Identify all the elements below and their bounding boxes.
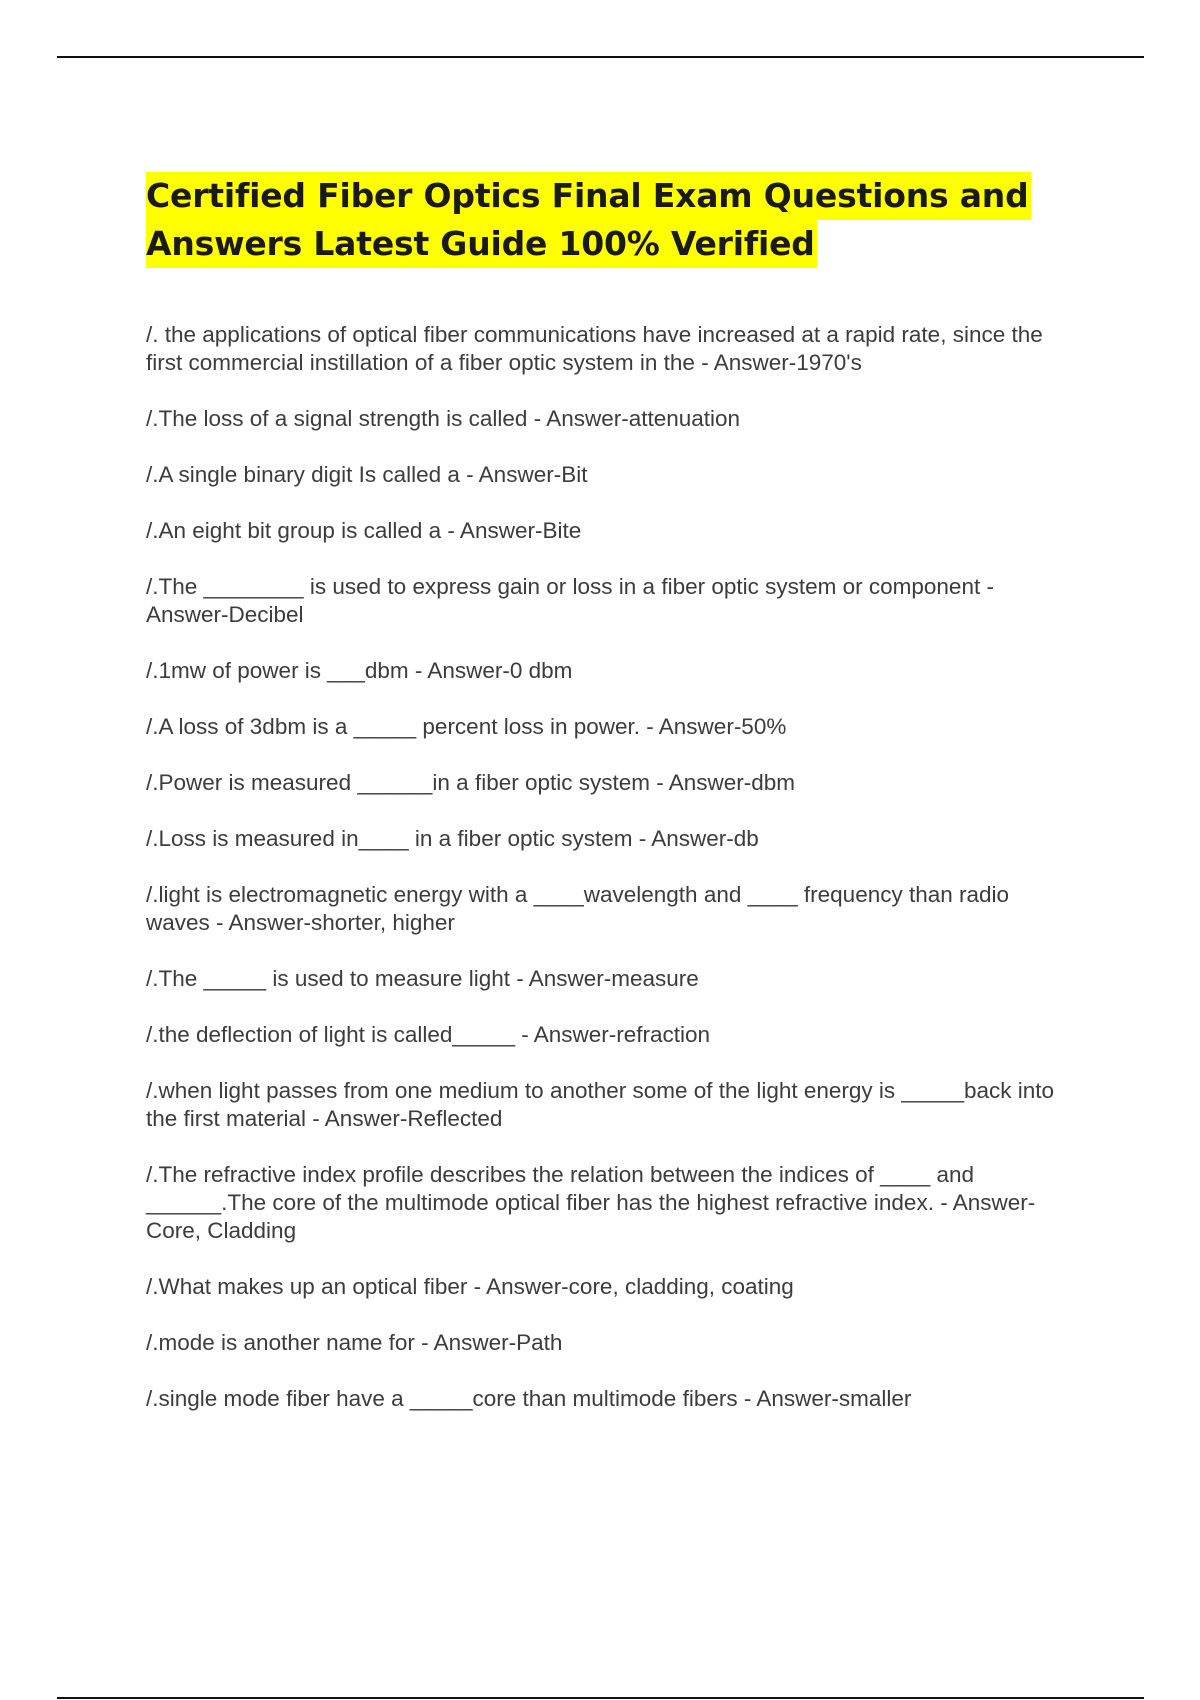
qa-item: /.light is electromagnetic energy with a ____wavelength and ____ frequency than radio waves - Answer-shorter, higher [146, 882, 1010, 935]
qa-item: /.The ________ is used to express gain or loss in a fiber optic system or component - Answer-Decibel [146, 574, 994, 627]
document-title [146, 172, 1046, 268]
top-rule [57, 56, 1144, 58]
qa-item: /.The _____ is used to measure light - Answer-measure [146, 966, 699, 991]
qa-item: /.single mode fiber have a _____core than multimode fibers - Answer-smaller [146, 1386, 912, 1411]
qa-item: /.The loss of a signal strength is called - Answer-attenuation [146, 406, 741, 431]
qa-item: /.1mw of power is ___dbm - Answer-0 dbm [146, 658, 573, 683]
qa-item: /.The refractive index profile describes the relation between the indices of ____ and ______.The core of the multimode optical fiber has the highest refractive index. - Answer-Core, Cladding [146, 1162, 1036, 1243]
qa-item: /.mode is another name for - Answer-Path [146, 1330, 563, 1355]
bottom-rule [57, 1697, 1144, 1699]
qa-item: /.the deflection of light is called_____ - Answer-refraction [146, 1022, 711, 1047]
qa-item: /.Loss is measured in____ in a fiber optic system - Answer-db [146, 826, 759, 851]
qa-item: /. the applications of optical fiber communications have increased at a rapid rate, since the first commercial instillation of a fiber optic system in the - Answer-1970's [146, 322, 1043, 375]
qa-item: /.What makes up an optical fiber - Answer-core, cladding, coating [146, 1274, 794, 1299]
title-line-2: Answers Latest Guide 100% Verified [146, 220, 817, 268]
qa-list [146, 321, 1076, 1441]
qa-item: /.A loss of 3dbm is a _____ percent loss in power. - Answer-50% [146, 714, 787, 739]
qa-item: /.An eight bit group is called a - Answer-Bite [146, 518, 582, 543]
title-line-1: Certified Fiber Optics Final Exam Questions and [146, 172, 1031, 220]
qa-item: /.when light passes from one medium to another some of the light energy is _____back into the first material - Answer-Reflected [146, 1078, 1055, 1131]
qa-item: /.A single binary digit Is called a - Answer-Bit [146, 462, 588, 487]
qa-item: /.Power is measured ______in a fiber optic system - Answer-dbm [146, 770, 796, 795]
